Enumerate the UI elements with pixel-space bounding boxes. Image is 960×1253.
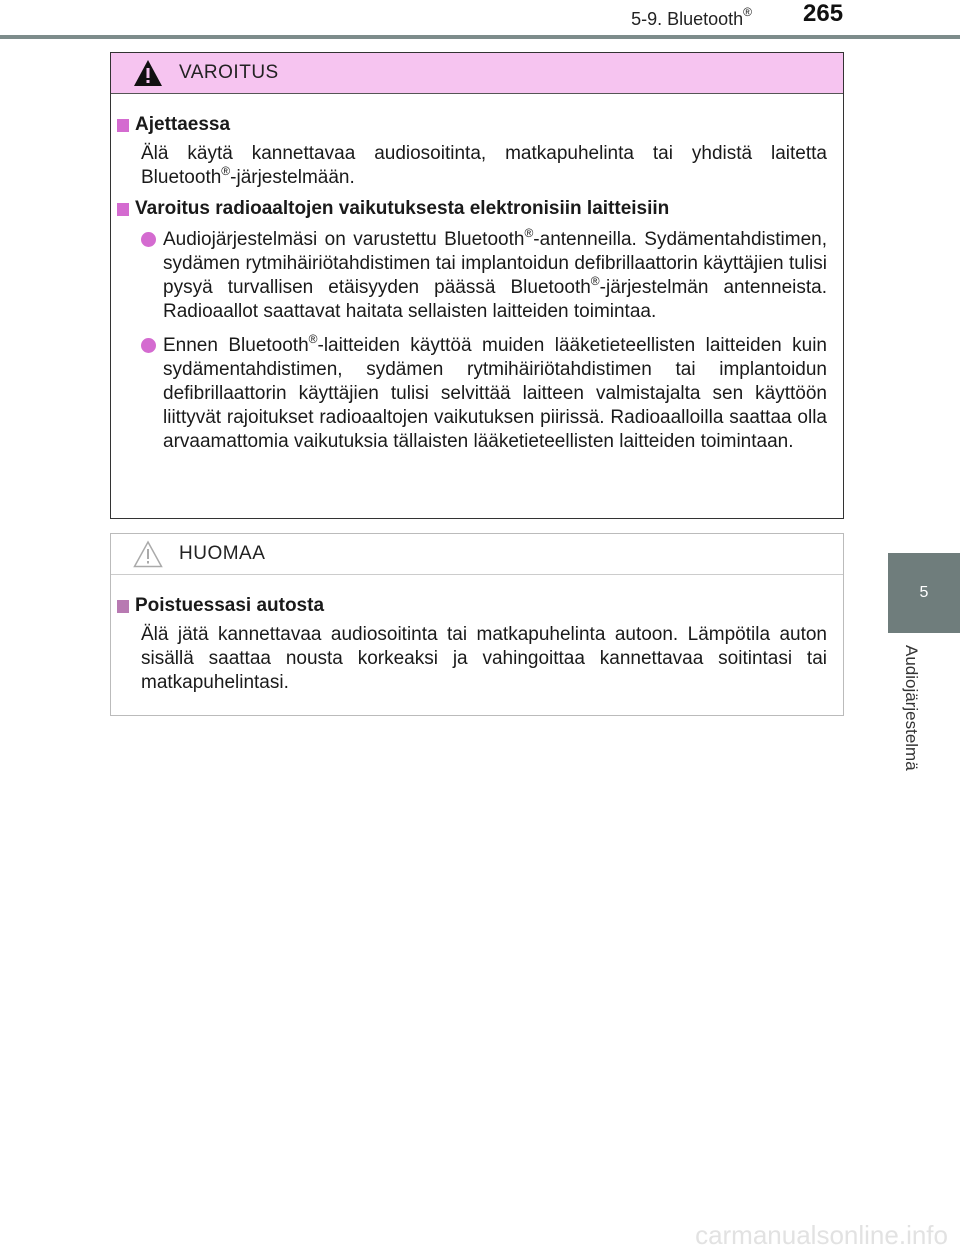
list-item [141,334,827,454]
section-title: 5-9. Bluetooth® [631,5,752,29]
list-item [141,228,827,324]
paragraph: Älä jätä kannettavaa audiosoitinta tai matkapuhelinta autoon. Lämpötila auton sisällä saattaa nousta korkeaksi ja vahingoittaa kannettavaa soitintasi tai matkapuhelintasi. [141,624,827,693]
watermark: carmanualsonline.info [695,1220,948,1250]
square-bullet-icon [117,119,129,132]
section-heading: Ajettaessa [117,112,827,138]
notice-box [110,533,844,716]
notice-body [111,575,843,695]
notice-header [111,534,843,575]
warning-box [110,52,844,519]
header-rule [0,35,960,39]
chapter-number: 5 [919,584,929,601]
warning-header [111,53,843,94]
page-number: 265 [803,0,844,27]
warning-title: VAROITUS [179,62,279,83]
chapter-tab [888,553,960,633]
paragraph: Älä käytä kannettavaa audiosoitinta, matkapuhelinta tai yhdistä laitetta Bluetooth®-järjestelmään. [141,143,827,188]
circle-bullet-icon [141,232,156,247]
square-bullet-icon [117,203,129,216]
section-heading: Poistuessasi autosta [117,593,827,619]
square-bullet-icon [117,600,129,613]
notice-title: HUOMAA [179,543,266,564]
list-item-text: Ennen Bluetooth®-laitteiden käyttöä muiden lääketieteellisten laitteiden kuin sydämentahdistimen, sydämen rytmihäiriötahdistimen tai implantoidun defibrillaattorin käyttäjien tulisi selvittää laitteen valmistajalta sen käyttöön liittyvät rajoitukset radioaaltojen vaikutuksen piirissä. Radioaalloilla saattaa olla arvaamattomia vaikutuksia tällaisten lääketieteellisten laitteiden toimintaan. [163,332,827,452]
chapter-label: Audiojärjestelmä [902,645,921,771]
warning-triangle-icon [133,59,163,87]
list-item-text: Audiojärjestelmäsi on varustettu Bluetooth®-antenneilla. Sydämentahdistimen, sydämen rytmihäiriötahdistimen tai implantoidun defibrillaattorin käyttäjien tulisi pysyä turvallisen etäisyyden päässä Bluetooth®-järjestelmän antenneista. Radioaallot saattavat haitata sellaisten laitteiden toimintaa. [163,226,827,322]
warning-body [111,94,843,454]
circle-bullet-icon [141,338,156,353]
section-heading: Varoitus radioaaltojen vaikutuksesta elektronisiin laitteisiin [117,196,827,222]
caution-triangle-icon [133,540,163,568]
